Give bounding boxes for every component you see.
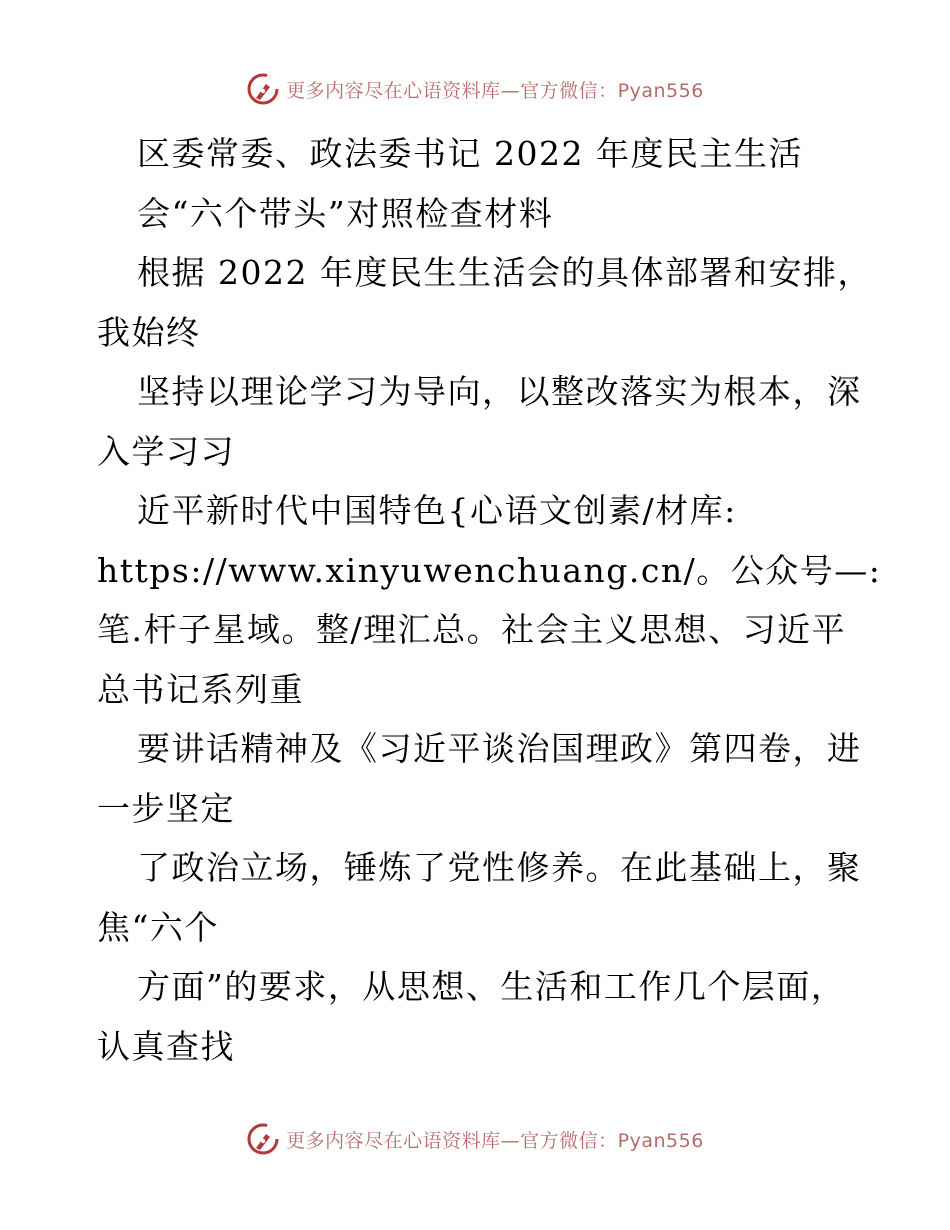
text-line: https://www.xinyuwenchuang.cn/。公众号—: — [97, 550, 882, 590]
text-line: 一步坚定 — [97, 788, 235, 828]
watermark-text: 更多内容尽在心语资料库—官方微信：Pyan556 — [286, 1129, 704, 1152]
text-line: 要讲话精神及《习近平谈治国理政》第四卷，进 — [137, 729, 862, 768]
text-line: 会“六个带头”对照检查材料 — [137, 193, 554, 233]
text-line: 坚持以理论学习为导向，以整改落实为根本，深 — [137, 372, 862, 411]
text-line: 我始终 — [97, 312, 201, 352]
text-line: 焦“六个 — [97, 907, 219, 947]
text-line: 入学习习 — [97, 431, 235, 471]
watermark-text: 更多内容尽在心语资料库—官方微信：Pyan556 — [286, 79, 704, 102]
text-line: 总书记系列重 — [97, 669, 304, 709]
text-line: 根据 2022 年度民生生活会的具体部署和安排， — [137, 253, 872, 292]
pen-nib-logo-icon — [246, 1122, 280, 1156]
text-line: 了政治立场，锤炼了党性修养。在此基础上，聚 — [137, 848, 862, 887]
text-line: 笔.杆子星域。整/理汇总。社会主义思想、习近平 — [97, 610, 847, 649]
document-body — [97, 124, 882, 1076]
header-watermark — [0, 72, 950, 106]
pen-nib-logo-icon — [246, 72, 280, 106]
text-line: 方面”的要求，从思想、生活和工作几个层面， — [137, 967, 846, 1006]
text-line: 认真查找 — [97, 1026, 235, 1066]
footer-watermark — [0, 1122, 950, 1156]
text-line: 区委常委、政法委书记 2022 年度民主生活 — [137, 134, 803, 173]
text-line: 近平新时代中国特色{心语文创素/材库: — [137, 491, 737, 530]
